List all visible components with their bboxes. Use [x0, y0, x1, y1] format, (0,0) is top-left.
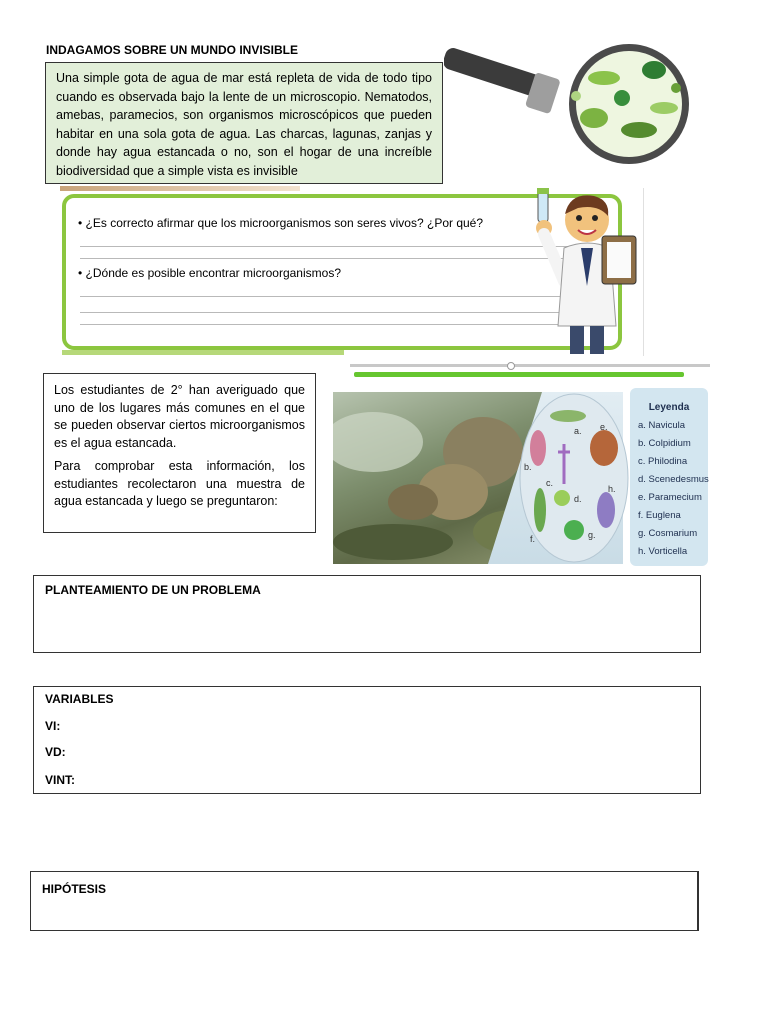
scenedesmus-icon: [554, 490, 570, 506]
decorative-strip: [62, 350, 344, 355]
euglena-icon: [534, 488, 546, 532]
vorticella-icon: [597, 492, 615, 528]
divider-handle: [507, 362, 515, 370]
legend-item: g. Cosmarium: [638, 528, 698, 539]
vi-field[interactable]: VI:: [45, 719, 61, 733]
divider: [354, 372, 684, 377]
paramecium-icon: [590, 430, 618, 466]
variables-label: VARIABLES: [45, 692, 114, 706]
vd-field[interactable]: VD:: [45, 745, 66, 759]
info-paragraph: Los estudiantes de 2° han averiguado que uno de los lugares más comunes en el que se pueden observar ciertos microorganismos es el agua estancada.: [54, 383, 305, 450]
navicula-icon: [550, 410, 586, 422]
magnifying-glass-icon: [444, 38, 710, 168]
micro-label-d: d.: [574, 494, 582, 504]
microorganisms-view: [518, 392, 630, 564]
micro-label-c: c.: [546, 478, 554, 488]
cosmarium-icon: [564, 520, 584, 540]
legend-panel: [630, 388, 708, 566]
info-text-box: [43, 373, 316, 533]
vint-field[interactable]: VINT:: [45, 773, 75, 787]
micro-label-g: g.: [588, 530, 596, 540]
micro-label-f: f.: [530, 534, 536, 544]
micro-label-e: e.: [600, 422, 608, 432]
problem-box[interactable]: [33, 575, 701, 653]
legend-item: c. Philodina: [638, 456, 688, 467]
legend-item: b. Colpidium: [638, 438, 691, 449]
variables-box[interactable]: [33, 686, 701, 794]
legend-item: a. Navicula: [638, 420, 685, 431]
info-paragraph: Para comprobar esta información, los estudiantes recolectaron una muestra de agua estancada y luego se preguntaron:: [54, 459, 305, 508]
micro-label-b: b.: [524, 462, 532, 472]
legend-item: f. Euglena: [638, 510, 681, 521]
hypothesis-label: HIPÓTESIS: [42, 882, 107, 896]
scientist-icon: [518, 186, 648, 356]
hypothesis-box[interactable]: [30, 871, 699, 931]
micro-label-a: a.: [574, 426, 582, 436]
question-1: • ¿Es correcto afirmar que los microorganismos son seres vivos? ¿Por qué?: [78, 216, 484, 230]
decorative-strip: [60, 186, 300, 191]
colpidium-icon: [530, 430, 546, 466]
problem-label: PLANTEAMIENTO DE UN PROBLEMA: [45, 583, 261, 597]
question-2: • ¿Dónde es posible encontrar microorganismos?: [78, 266, 341, 280]
intro-text-box: Una simple gota de agua de mar está repleta de vida de todo tipo cuando es observada bajo la lente de un microscopio. Nematodos, amebas, paramecios, son organismos microscópicos que pueden habitar en una sola gota de agua. Las charcas, lagunas, zanjas y donde hay agua estancada o no, son el hogar de una increíble biodiversidad que a simple vista es invisible: [45, 62, 443, 184]
section-title: INDAGAMOS SOBRE UN MUNDO INVISIBLE: [46, 43, 299, 57]
legend-item: d. Scenedesmus: [638, 474, 709, 485]
legend-item: e. Paramecium: [638, 492, 702, 503]
micro-label-h: h.: [608, 484, 616, 494]
legend-title: Leyenda: [648, 402, 690, 413]
divider: [350, 364, 710, 367]
legend-item: h. Vorticella: [638, 546, 688, 557]
